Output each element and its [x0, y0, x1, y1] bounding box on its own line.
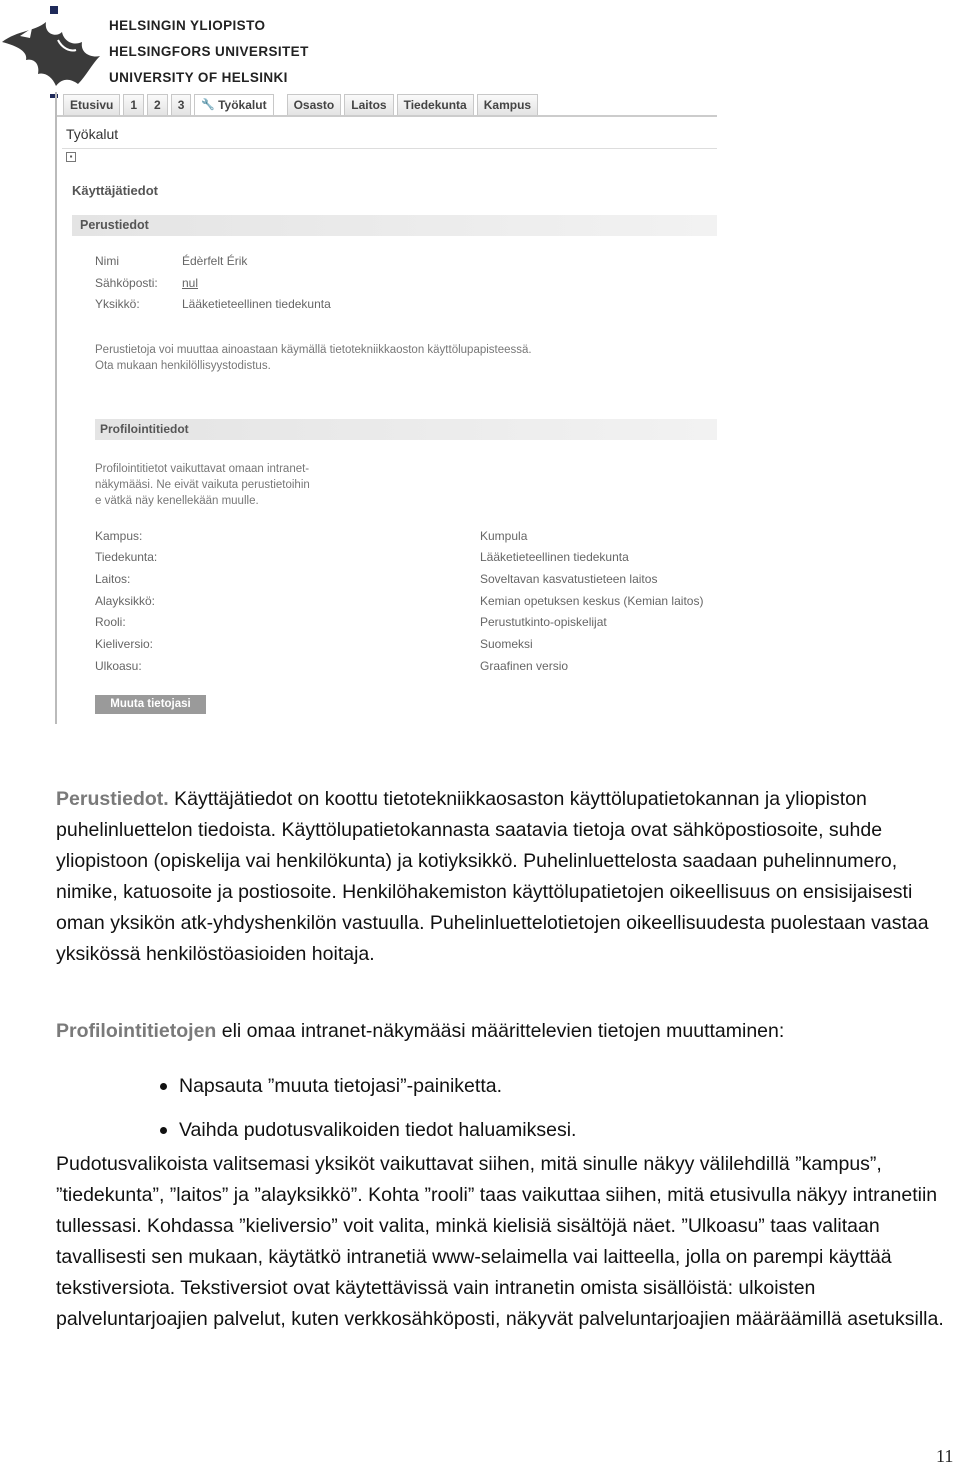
profile-note-line-3: e vätkä näy kenellekään muulle. [95, 495, 259, 507]
tab-tyokalut-label: Työkalut [218, 98, 267, 112]
profile-note-line-2: näkymääsi. Ne eivät vaikuta perustietoihin [95, 479, 310, 491]
bullet-icon [160, 1083, 167, 1090]
paragraph-dropdowns: Pudotusvalikoista valitsemasi yksiköt vaikuttavat siihen, mitä sinulle näkyy välilehdillä ”kampus”, ”tiedekunta”, ”laitos” ja ”alayksikkö”. Kohta ”rooli” taas vaikuttaa siihen, mitä etusivulla näkyy intranetiin tullessasi. Kohdassa ”kieliversio” voit valita, minkä kielisiä sisältöjä näet. ”Ulkoasu” taas valitaan tavallisesti sen mukaan, käytätkö intranetiä www-selaimella vai laitteella, jolla on parempi käyttää tekstiversiota. Tekstiversiot ovat käytettävissä vain intranetin omista sisällöistä: ulkoisten palveluntarjoajien palvelut, kuten verkkosähköposti, näkyvät palveluntarjoajien määräämillä asetuksilla. [56, 1153, 944, 1330]
name-label: Nimi [95, 254, 119, 268]
divider [62, 148, 717, 149]
language-label: Kieliversio: [95, 637, 154, 651]
tools-title: Työkalut [66, 126, 119, 142]
paragraph-profile-info [56, 1016, 956, 1047]
profile-info-text: eli omaa intranet-näkymääsi määrittelevien tietojen muuttaminen: [216, 1020, 785, 1042]
unit-value: Lääketieteellinen tiedekunta [182, 297, 331, 311]
tab-laitos[interactable]: Laitos [344, 94, 393, 116]
basic-info-highlight: Perustiedot. [56, 788, 169, 810]
basic-note-line-1: Perustietoja voi muuttaa ainoastaan käymällä tietotekniikkaoston käyttölupapisteessä. [95, 344, 532, 356]
email-value[interactable]: nul [182, 276, 199, 290]
university-logo [0, 0, 309, 100]
faculty-select[interactable]: Lääketieteellinen tiedekunta [480, 550, 629, 564]
tab-bar [63, 94, 538, 116]
instruction-list [160, 1064, 576, 1152]
tab-etusivu[interactable]: Etusivu [63, 94, 120, 116]
tab-3[interactable]: 3 [171, 94, 192, 116]
paragraph-basic-info [56, 784, 956, 970]
layout-label: Ulkoasu: [95, 659, 142, 673]
tab-tiedekunta[interactable]: Tiedekunta [397, 94, 474, 116]
tab-osasto[interactable]: Osasto [287, 94, 342, 116]
subunit-label: Alayksikkö: [95, 594, 156, 608]
list-item [160, 1108, 576, 1152]
logo-line-en: UNIVERSITY OF HELSINKI [109, 70, 288, 85]
tab-kampus[interactable]: Kampus [477, 94, 538, 116]
bullet-icon [160, 1127, 167, 1134]
wrench-icon: 🔧 [201, 99, 216, 111]
tab-2[interactable]: 2 [147, 94, 168, 116]
name-value: Édèrfelt Érik [182, 254, 248, 268]
profile-info-highlight: Profilointitietojen [56, 1020, 217, 1042]
list-item-text: Vaihda pudotusvalikoiden tiedot haluamiksesi. [179, 1118, 577, 1141]
unit-label: Yksikkö: [95, 297, 140, 311]
faculty-label: Tiedekunta: [95, 550, 158, 564]
department-label: Laitos: [95, 572, 131, 586]
language-select[interactable]: Suomeksi [480, 637, 533, 651]
list-item [160, 1064, 576, 1108]
tab-1[interactable]: 1 [123, 94, 144, 116]
minerva-owl-icon [0, 2, 108, 98]
department-select[interactable]: Soveltavan kasvatustieteen laitos [480, 572, 658, 586]
role-label: Rooli: [95, 615, 126, 629]
campus-select[interactable]: Kumpula [480, 529, 528, 543]
collapse-icon[interactable]: ▪ [66, 152, 76, 162]
list-item-text: Napsauta ”muuta tietojasi”-painiketta. [179, 1074, 502, 1097]
logo-line-fi: HELSINGIN YLIOPISTO [109, 18, 266, 33]
profile-info-bar [95, 419, 717, 440]
profile-note-line-1: Profilointitietot vaikuttavat omaan intranet- [95, 463, 310, 475]
logo-line-sv: HELSINGFORS UNIVERSITET [109, 44, 309, 59]
basic-info-heading: Perustiedot [80, 218, 149, 232]
page-number: 11 [936, 1446, 954, 1466]
layout-select[interactable]: Graafinen versio [480, 659, 569, 673]
email-label: Sähköposti: [95, 276, 158, 290]
campus-label: Kampus: [95, 529, 143, 543]
user-section-title: Käyttäjätiedot [72, 183, 158, 198]
tab-bar-divider [57, 115, 717, 117]
intranet-screenshot [55, 92, 717, 724]
basic-info-bar [72, 215, 717, 236]
basic-note-line-2: Ota mukaan henkilöllisyystodistus. [95, 360, 271, 372]
change-info-button[interactable]: Muuta tietojasi [95, 695, 206, 714]
profile-info-heading: Profilointitiedot [100, 422, 189, 436]
tab-tyokalut[interactable] [194, 94, 273, 116]
subunit-select[interactable]: Kemian opetuksen keskus (Kemian laitos) [480, 594, 704, 608]
basic-info-text: Käyttäjätiedot on koottu tietotekniikkaosaston käyttölupatietokannan ja yliopiston puhelinluettelon tiedoista. Käyttölupatietokannasta saatavia tietoja ovat sähköpostiosoite, suhde yliopistoon (opiskelija vai henkilökunta) ja kotiyksikkö. Puhelinluettelosta saadaan puhelinnumero, nimike, katuosoite ja postiosoite. Henkilöhakemiston käyttölupatietojen oikeellisuus on ensisijaisesti oman yksikön atk-yhdyshenkilön vastuulla. Puhelinluettelotietojen oikeellisuudesta puolestaan vastaa yksikössä henkilöstöasioiden hoitaja. [56, 788, 929, 965]
role-select[interactable]: Perustutkinto-opiskelijat [480, 615, 607, 629]
